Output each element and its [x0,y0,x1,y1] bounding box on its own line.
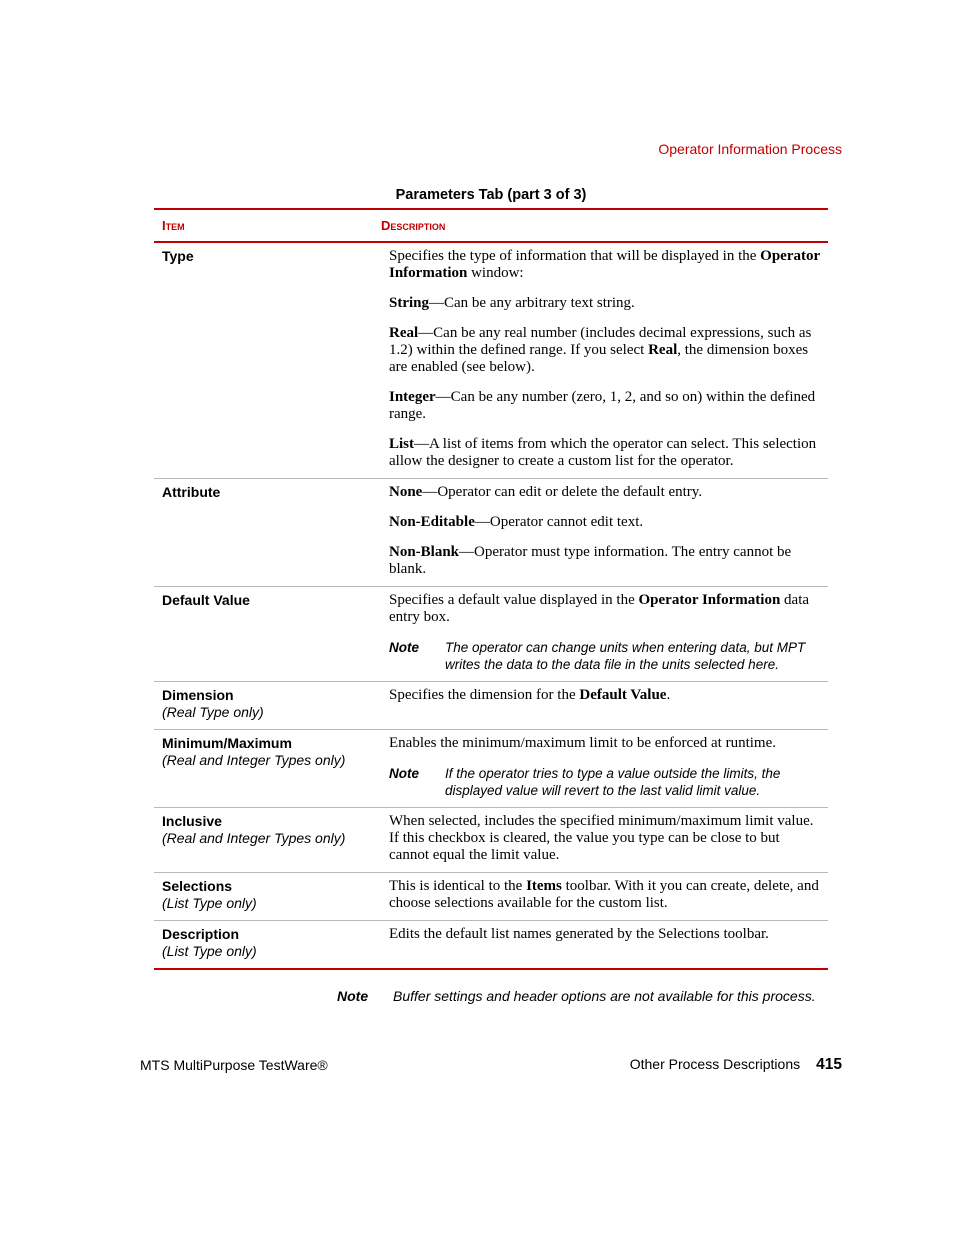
description-paragraph [389,687,820,704]
text-run: —Can be any real number (includes decimal expressions, such as 1.2) within the defined range. If you select [389,325,812,358]
bold-term: Operator Information [389,248,820,281]
text-run: Enables the minimum/maximum limit to be enforced at runtime. [389,735,776,751]
bold-term: Operator Information [638,592,781,608]
item-cell [154,587,381,682]
bold-term: Non-Blank [389,544,460,560]
text-run: toolbar. With it you can create, delete, and choose selections available for the custom list. [389,878,819,911]
item-name: Minimum/Maximum [162,735,292,751]
text-run: —Operator can edit or delete the default entry. [422,484,703,500]
bottom-note [337,988,816,1004]
note-text: If the operator tries to type a value outside the limits, the displayed value will revert to the last valid limit value. [445,766,781,798]
text-run: Specifies the type of information that will be displayed in the [389,248,761,264]
text-run: —Operator must type information. The entry cannot be blank. [389,544,792,577]
item-qualifier: (Real and Integer Types only) [162,752,346,768]
header-item: Item [162,218,185,233]
text-run: . [666,687,671,703]
item-qualifier: (List Type only) [162,895,257,911]
item-cell [154,921,381,970]
item-qualifier: (List Type only) [162,943,257,959]
table-header [154,209,828,242]
text-run: When selected, includes the specified minimum/maximum limit value. If this checkbox is cleared, the value you type can be close to but cannot equal the limit value. [389,813,814,863]
description-paragraph [389,484,820,501]
description-paragraph [389,735,820,752]
text-run: Specifies a default value displayed in the [389,592,639,608]
text-run: This is identical to the [389,878,527,894]
note-label: Note [337,988,369,1004]
item-name: Default Value [162,592,250,608]
text-run: Specifies the dimension for the [389,687,580,703]
description-paragraph [389,514,820,531]
item-name: Description [162,926,240,942]
page-number: 415 [816,1056,842,1073]
bold-term: Real [389,325,419,341]
description-cell [381,242,828,479]
note-text: Buffer settings and header options are not available for this process. [393,988,816,1004]
table-row [154,730,828,808]
table-row [154,808,828,873]
item-qualifier: (Real Type only) [162,704,264,720]
table-row [154,479,828,587]
description-cell [381,587,828,682]
description-paragraph [389,592,820,626]
text-run: —A list of items from which the operator can select. This selection allow the designer to create a custom list for the operator. [389,436,817,469]
description-cell [381,682,828,730]
bold-term: List [389,436,415,452]
footer-section: Other Process Descriptions [629,1056,801,1072]
description-cell [381,730,828,808]
table-row [154,242,828,479]
description-paragraph [389,926,820,943]
description-paragraph [389,295,820,312]
footer-right [630,1056,842,1074]
header-description: Description [381,218,446,233]
item-qualifier: (Real and Integer Types only) [162,830,346,846]
note [389,639,820,673]
item-name: Selections [162,878,233,894]
table-header-row [154,209,828,242]
parameters-table [154,208,828,970]
description-paragraph [389,436,820,470]
description-paragraph [389,813,820,864]
text-run: Edits the default list names generated by the Selections toolbar. [389,926,769,942]
description-cell [381,808,828,873]
table-row [154,682,828,730]
note [389,765,820,799]
table-title: Parameters Tab (part 3 of 3) [395,187,587,203]
item-cell [154,242,381,479]
description-paragraph [389,248,820,282]
table-body [154,242,828,969]
footer-product: MTS MultiPurpose TestWare® [140,1057,328,1073]
description-paragraph [389,389,820,423]
bold-term: Integer [389,389,436,405]
text-run: window: [467,265,524,281]
table-row [154,587,828,682]
description-paragraph [389,325,820,376]
item-name: Attribute [162,484,221,500]
bold-term: None [389,484,423,500]
text-run: —Can be any number (zero, 1, 2, and so on) within the defined range. [389,389,816,422]
bold-term: Default Value [579,687,667,703]
description-cell [381,479,828,587]
description-paragraph [389,544,820,578]
description-cell [381,921,828,970]
item-cell [154,808,381,873]
table-row [154,921,828,970]
note-text: The operator can change units when entering data, but MPT writes the data to the data file in the units selected here. [445,640,806,672]
description-cell [381,873,828,921]
bold-term: Non-Editable [389,514,475,530]
bold-term: Real [648,342,678,358]
item-name: Type [162,248,194,264]
text-run: , the dimension boxes are enabled (see below). [389,342,809,375]
item-cell [154,873,381,921]
note-label: Note [389,766,419,781]
description-paragraph [389,878,820,912]
text-run: —Operator cannot edit text. [474,514,644,530]
note-label: Note [389,640,419,655]
text-run: data entry box. [389,592,810,625]
running-header: Operator Information Process [658,141,842,157]
bold-term: String [389,295,430,311]
item-name: Inclusive [162,813,222,829]
bold-term: Items [526,878,562,894]
item-name: Dimension [162,687,234,703]
item-cell [154,730,381,808]
item-cell [154,479,381,587]
item-cell [154,682,381,730]
table-row [154,873,828,921]
text-run: —Can be any arbitrary text string. [429,295,635,311]
